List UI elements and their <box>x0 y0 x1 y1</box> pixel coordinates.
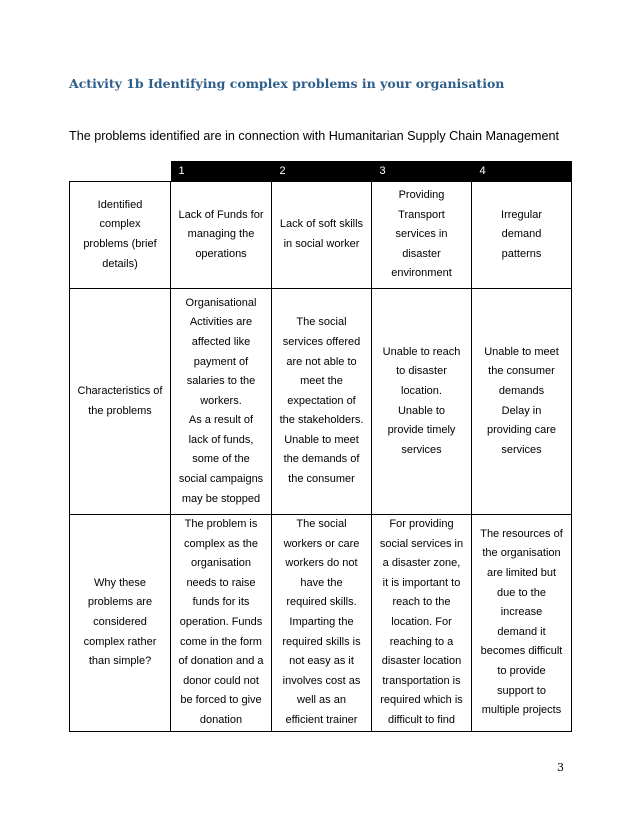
cell-text-line: required skills is <box>282 635 361 648</box>
row-label-cell <box>70 182 171 289</box>
cell-text-line: the organisation <box>482 547 561 560</box>
cell-text-line: come in the form <box>180 635 262 648</box>
cell-text-line: Imparting the <box>289 615 354 628</box>
cell-text-line: Unable to meet <box>284 433 359 446</box>
cell-text-line: patterns <box>501 247 542 260</box>
cell-text-line: Lack of Funds for <box>178 208 264 221</box>
cell-text-line: demand it <box>497 625 546 638</box>
cell-text-line: be forced to give <box>180 694 262 707</box>
cell-text-line: Delay in <box>501 404 542 417</box>
cell-text-line: involves cost as <box>282 674 361 687</box>
cell-text-line: operations <box>195 247 247 260</box>
cell-text-line: increase <box>500 606 543 619</box>
cell-text-line: Organisational <box>185 296 257 309</box>
table-cell <box>171 515 272 732</box>
cell-text-line: affected like <box>191 335 251 348</box>
cell-text-line: have the <box>300 576 343 589</box>
cell-text-line: organisation <box>191 557 251 570</box>
cell-text-line: social services in <box>379 537 464 550</box>
cell-text-line: location. <box>401 384 442 397</box>
cell-text-line: services offered <box>282 335 361 348</box>
cell-text-line: funds for its <box>192 596 250 609</box>
table-cell <box>171 182 272 289</box>
table-cell <box>272 515 372 732</box>
cell-text-line: efficient trainer <box>285 713 358 726</box>
cell-text-line: disaster <box>402 247 441 260</box>
cell-text-line: workers do not <box>285 557 358 570</box>
cell-text-line: The social <box>296 316 347 329</box>
cell-text-line: becomes difficult <box>480 645 563 658</box>
cell-text-line: Irregular <box>501 208 542 221</box>
row-label-line: than simple? <box>88 655 152 668</box>
cell-text-line: workers or care <box>283 537 360 550</box>
cell-text-line: social campaigns <box>178 473 264 486</box>
cell-text-line: environment <box>391 267 452 280</box>
cell-text-line: Providing <box>398 189 445 202</box>
page-number: 3 <box>557 761 564 774</box>
cell-text-line: are not able to <box>286 355 357 368</box>
cell-text-line: salaries to the <box>186 375 256 388</box>
cell-text-line: Unable to meet <box>484 345 559 358</box>
cell-text-line: The social <box>296 518 347 530</box>
cell-text-line: some of the <box>192 453 250 466</box>
row-label-cell <box>70 515 171 732</box>
row-label-cell <box>70 289 171 515</box>
cell-text-line: demands <box>498 384 545 397</box>
cell-text-line: demand <box>501 228 542 241</box>
column-number-4: 4 <box>472 161 572 182</box>
row-label-line: complex rather <box>83 635 157 648</box>
cell-text-line: not easy as it <box>289 655 354 668</box>
cell-text-line: to provide <box>497 664 546 677</box>
cell-text-line: may be stopped <box>181 492 261 505</box>
row-label-line: problems are <box>87 596 153 609</box>
cell-text-line: a disaster zone, <box>382 557 461 570</box>
row-label-line: problems (brief <box>83 238 157 250</box>
cell-text-line: workers. <box>200 394 242 407</box>
column-number-row <box>70 161 572 182</box>
cell-text-line: payment of <box>193 355 249 368</box>
cell-text-line: donor could not <box>183 674 259 687</box>
table-cell <box>272 289 372 515</box>
row-label-line: the problems <box>88 404 152 417</box>
intro-text: The problems identified are in connection with Humanitarian Supply Chain Management <box>69 129 560 143</box>
cell-text-line: are limited but <box>486 566 557 579</box>
row-label-line: details) <box>102 257 138 270</box>
table-row <box>70 182 572 289</box>
cell-text-line: due to the <box>497 586 546 599</box>
cell-text-line: For providing <box>389 518 454 530</box>
cell-text-line: required skills. <box>286 596 357 609</box>
cell-text-line: lack of funds, <box>188 433 254 446</box>
cell-text-line: reach to the <box>392 596 451 609</box>
cell-text-line: the consumer <box>288 473 355 486</box>
cell-text-line: expectation of <box>287 394 356 407</box>
table-cell <box>171 289 272 515</box>
cell-text-line: difficult to find <box>387 713 456 726</box>
cell-text-line: it is important to <box>382 576 461 589</box>
cell-text-line: meet the <box>300 375 343 388</box>
problems-table <box>69 161 572 732</box>
cell-text-line: the stakeholders. <box>279 414 364 427</box>
cell-text-line: As a result of <box>188 414 254 427</box>
cell-text-line: Transport <box>398 208 445 221</box>
cell-text-line: needs to raise <box>186 576 256 589</box>
cell-text-line: managing the <box>187 228 255 241</box>
cell-text-line: provide timely <box>387 424 456 437</box>
table-cell <box>472 515 572 732</box>
cell-text-line: providing care <box>486 424 557 437</box>
table-cell <box>472 289 572 515</box>
cell-text-line: donation <box>199 713 243 726</box>
cell-text-line: disaster location <box>381 655 462 668</box>
column-number-1: 1 <box>171 161 272 182</box>
row-label-line: Why these <box>94 576 146 589</box>
cell-text-line: the consumer <box>488 365 555 378</box>
cell-text-line: complex as the <box>184 537 258 550</box>
cell-text-line: operation. Funds <box>179 615 263 628</box>
row-label-line: complex <box>99 218 141 231</box>
cell-text-line: to disaster <box>396 365 447 378</box>
row-label-line: Characteristics of <box>77 384 163 397</box>
cell-text-line: support to <box>497 684 546 697</box>
column-number-2: 2 <box>272 161 372 182</box>
row-label-line: Identified <box>97 198 143 211</box>
table-row <box>70 289 572 515</box>
cell-text-line: of donation and a <box>178 655 264 668</box>
activity-heading: Activity 1b Identifying complex problems in your organisation <box>69 76 505 91</box>
cell-text-line: Activities are <box>189 316 253 329</box>
table-row <box>70 515 572 732</box>
row-label-line: considered <box>93 615 147 628</box>
cell-text-line: required which is <box>380 694 463 707</box>
cell-text-line: Lack of soft skills <box>279 218 364 231</box>
cell-text-line: services <box>501 443 542 456</box>
cell-text-line: transportation is <box>382 674 461 687</box>
cell-text-line: The problem is <box>184 518 258 530</box>
cell-text-line: the demands of <box>283 453 360 466</box>
cell-text-line: Unable to <box>397 404 446 417</box>
header-blank-cell <box>70 161 171 182</box>
column-number-3: 3 <box>372 161 472 182</box>
cell-text-line: location. For <box>391 615 452 628</box>
table-cell <box>372 289 472 515</box>
cell-text-line: services in <box>395 228 448 241</box>
cell-text-line: in social worker <box>283 238 360 250</box>
cell-text-line: reaching to a <box>389 635 454 648</box>
cell-text-line: multiple projects <box>481 704 562 717</box>
table-cell <box>472 182 572 289</box>
table-cell <box>372 515 472 732</box>
cell-text-line: well as an <box>297 694 346 707</box>
cell-text-line: Unable to reach <box>382 345 461 358</box>
table-cell <box>372 182 472 289</box>
table-cell <box>272 182 372 289</box>
cell-text-line: services <box>401 443 442 456</box>
cell-text-line: The resources of <box>480 527 563 540</box>
